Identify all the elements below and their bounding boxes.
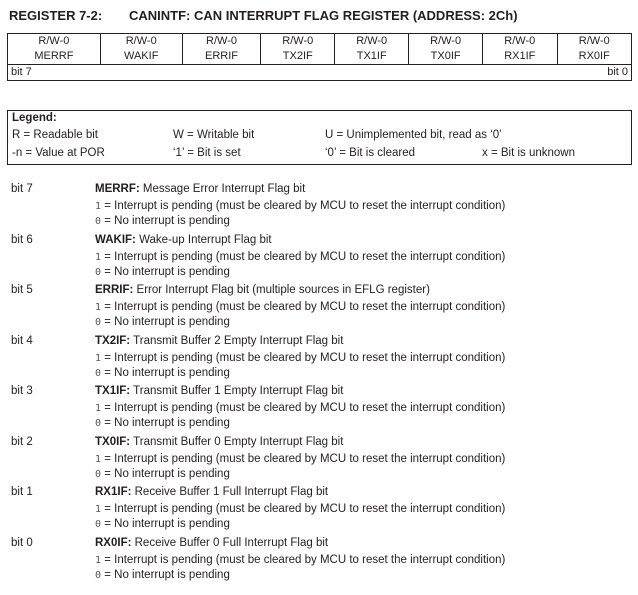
value-one-text: = Interrupt is pending (must be cleared by MCU to reset the interrupt condition) xyxy=(104,503,506,515)
bit-name-cell: TX2IF xyxy=(261,49,335,65)
value-zero: 0 xyxy=(95,418,102,429)
bit-heading xyxy=(95,234,272,246)
value-one-line xyxy=(95,503,505,515)
value-zero-line xyxy=(95,518,230,530)
value-one-line xyxy=(95,402,505,414)
access-cell: R/W-0 xyxy=(100,34,182,50)
bit-heading xyxy=(95,486,328,498)
access-cell: R/W-0 xyxy=(483,34,557,50)
bit-name-cell: TX1IF xyxy=(335,49,409,65)
value-zero: 0 xyxy=(95,367,102,379)
bit-description xyxy=(0,483,638,534)
value-zero-text: = No interrupt is pending xyxy=(104,417,230,429)
legend-title: Legend: xyxy=(12,112,57,124)
legend-writable: W = Writable bit xyxy=(173,129,255,141)
register-title xyxy=(9,8,518,23)
bit-name: TX1IF: xyxy=(95,385,131,397)
bit-summary: Error Interrupt Flag bit (multiple sources in EFLG register) xyxy=(136,284,430,296)
value-one-text: = Interrupt is pending (must be cleared by MCU to reset the interrupt condition) xyxy=(104,301,506,313)
bit-heading xyxy=(95,436,343,448)
legend-set: ‘1’ = Bit is set xyxy=(173,147,241,159)
value-one-text: = Interrupt is pending (must be cleared by MCU to reset the interrupt condition) xyxy=(104,553,506,566)
bit-name-row xyxy=(8,49,632,65)
value-zero-line xyxy=(95,367,230,379)
value-zero-line xyxy=(95,417,230,429)
access-cell: R/W-0 xyxy=(557,34,632,50)
value-zero: 0 xyxy=(95,519,102,530)
bit-heading xyxy=(95,183,305,195)
bit-descriptions xyxy=(0,180,638,584)
value-one: 1 xyxy=(95,403,102,414)
legend-cleared: ‘0’ = Bit is cleared xyxy=(325,147,416,159)
value-zero-line xyxy=(95,468,230,480)
bit-name: RX0IF: xyxy=(95,536,132,549)
value-zero-line xyxy=(95,569,230,581)
bit-label: bit 0 xyxy=(11,536,33,549)
bit-name-cell: TX0IF xyxy=(409,49,483,65)
access-cell: R/W-0 xyxy=(261,34,335,50)
value-zero-line xyxy=(95,215,230,227)
value-one-line xyxy=(95,200,505,212)
legend-por: -n = Value at POR xyxy=(12,147,105,159)
value-one: 1 xyxy=(95,251,102,263)
value-one: 1 xyxy=(95,302,102,313)
bit-summary: Receive Buffer 0 Full Interrupt Flag bit xyxy=(134,536,329,549)
register-name: CANINTF: CAN INTERRUPT FLAG REGISTER (ADDRESS: 2Ch) xyxy=(129,8,518,23)
value-one-line xyxy=(95,554,505,566)
value-zero: 0 xyxy=(95,266,102,278)
bit-label: bit 6 xyxy=(11,233,33,246)
bit-summary: Wake-up Interrupt Flag bit xyxy=(139,233,272,246)
bit-label: bit 5 xyxy=(11,284,33,296)
value-zero: 0 xyxy=(95,569,102,581)
bit-label: bit 2 xyxy=(11,435,33,448)
bit-label: bit 3 xyxy=(11,385,33,397)
bit-description xyxy=(0,180,638,231)
value-one-line xyxy=(95,453,505,465)
bit-name: RX1IF: xyxy=(95,486,132,498)
bit-label: bit 4 xyxy=(11,334,33,347)
bit-name-cell: RX1IF xyxy=(483,49,557,65)
bit-heading xyxy=(95,385,343,397)
bit-summary: Message Error Interrupt Flag bit xyxy=(142,183,306,195)
register-bit-table xyxy=(7,33,632,81)
value-one-line xyxy=(95,251,505,263)
value-one-line xyxy=(95,352,505,364)
value-one: 1 xyxy=(95,201,102,212)
bit-name-cell: ERRIF xyxy=(182,49,261,65)
bit-name-cell: MERRF xyxy=(8,49,101,65)
access-cell: R/W-0 xyxy=(182,34,261,50)
bit-description xyxy=(0,231,638,282)
bit-description xyxy=(0,281,638,332)
register-number: REGISTER 7-2: xyxy=(9,8,103,23)
value-one: 1 xyxy=(95,554,102,566)
value-zero-text: = No interrupt is pending xyxy=(104,265,230,278)
bit-low-label: bit 0 xyxy=(335,65,632,81)
bit-name: TX0IF: xyxy=(95,435,131,448)
value-zero: 0 xyxy=(95,468,102,480)
bit-name-cell: WAKIF xyxy=(100,49,182,65)
bit-summary: Receive Buffer 1 Full Interrupt Flag bit xyxy=(134,486,329,498)
value-one-line xyxy=(95,301,505,313)
value-one: 1 xyxy=(95,352,102,364)
value-zero-text: = No interrupt is pending xyxy=(104,215,230,227)
value-zero: 0 xyxy=(95,216,102,227)
value-zero-text: = No interrupt is pending xyxy=(104,316,230,328)
value-one-text: = Interrupt is pending (must be cleared by MCU to reset the interrupt condition) xyxy=(104,402,506,414)
bit-name-cell: RX0IF xyxy=(557,49,632,65)
value-one-text: = Interrupt is pending (must be cleared by MCU to reset the interrupt condition) xyxy=(104,452,506,465)
bit-label: bit 7 xyxy=(11,183,33,195)
bit-label: bit 1 xyxy=(11,486,33,498)
value-zero-text: = No interrupt is pending xyxy=(104,366,230,379)
bit-description xyxy=(0,332,638,383)
value-one-text: = Interrupt is pending (must be cleared by MCU to reset the interrupt condition) xyxy=(104,250,506,263)
value-zero-text: = No interrupt is pending xyxy=(104,518,230,530)
value-zero-text: = No interrupt is pending xyxy=(104,568,230,581)
legend-readable: R = Readable bit xyxy=(12,129,98,141)
bit-name: WAKIF: xyxy=(95,233,136,246)
value-one-text: = Interrupt is pending (must be cleared by MCU to reset the interrupt condition) xyxy=(104,200,506,212)
legend-box xyxy=(7,110,632,165)
bit-name: TX2IF: xyxy=(95,334,131,347)
value-zero-text: = No interrupt is pending xyxy=(104,467,230,480)
access-cell: R/W-0 xyxy=(8,34,101,50)
bit-description xyxy=(0,433,638,484)
bit-description xyxy=(0,382,638,433)
bit-summary: Transmit Buffer 1 Empty Interrupt Flag bit xyxy=(133,385,344,397)
bit-description xyxy=(0,534,638,585)
value-one-text: = Interrupt is pending (must be cleared by MCU to reset the interrupt condition) xyxy=(104,351,506,364)
value-one: 1 xyxy=(95,504,102,515)
legend-unknown: x = Bit is unknown xyxy=(482,147,576,159)
value-zero-line xyxy=(95,316,230,328)
bit-name: MERRF: xyxy=(95,183,140,195)
bit-summary: Transmit Buffer 0 Empty Interrupt Flag bit xyxy=(133,435,344,448)
bit-heading xyxy=(95,284,430,296)
access-cell: R/W-0 xyxy=(335,34,409,50)
bit-high-label: bit 7 xyxy=(8,65,335,81)
bit-heading xyxy=(95,335,343,347)
bit-name: ERRIF: xyxy=(95,284,134,296)
bit-range-row xyxy=(8,65,632,81)
legend-unimplemented: U = Unimplemented bit, read as ‘0’ xyxy=(325,129,502,141)
bit-heading xyxy=(95,537,328,549)
value-zero: 0 xyxy=(95,317,102,328)
bit-summary: Transmit Buffer 2 Empty Interrupt Flag bit xyxy=(133,334,344,347)
access-cell: R/W-0 xyxy=(409,34,483,50)
value-zero-line xyxy=(95,266,230,278)
access-row xyxy=(8,34,632,50)
value-one: 1 xyxy=(95,453,102,465)
